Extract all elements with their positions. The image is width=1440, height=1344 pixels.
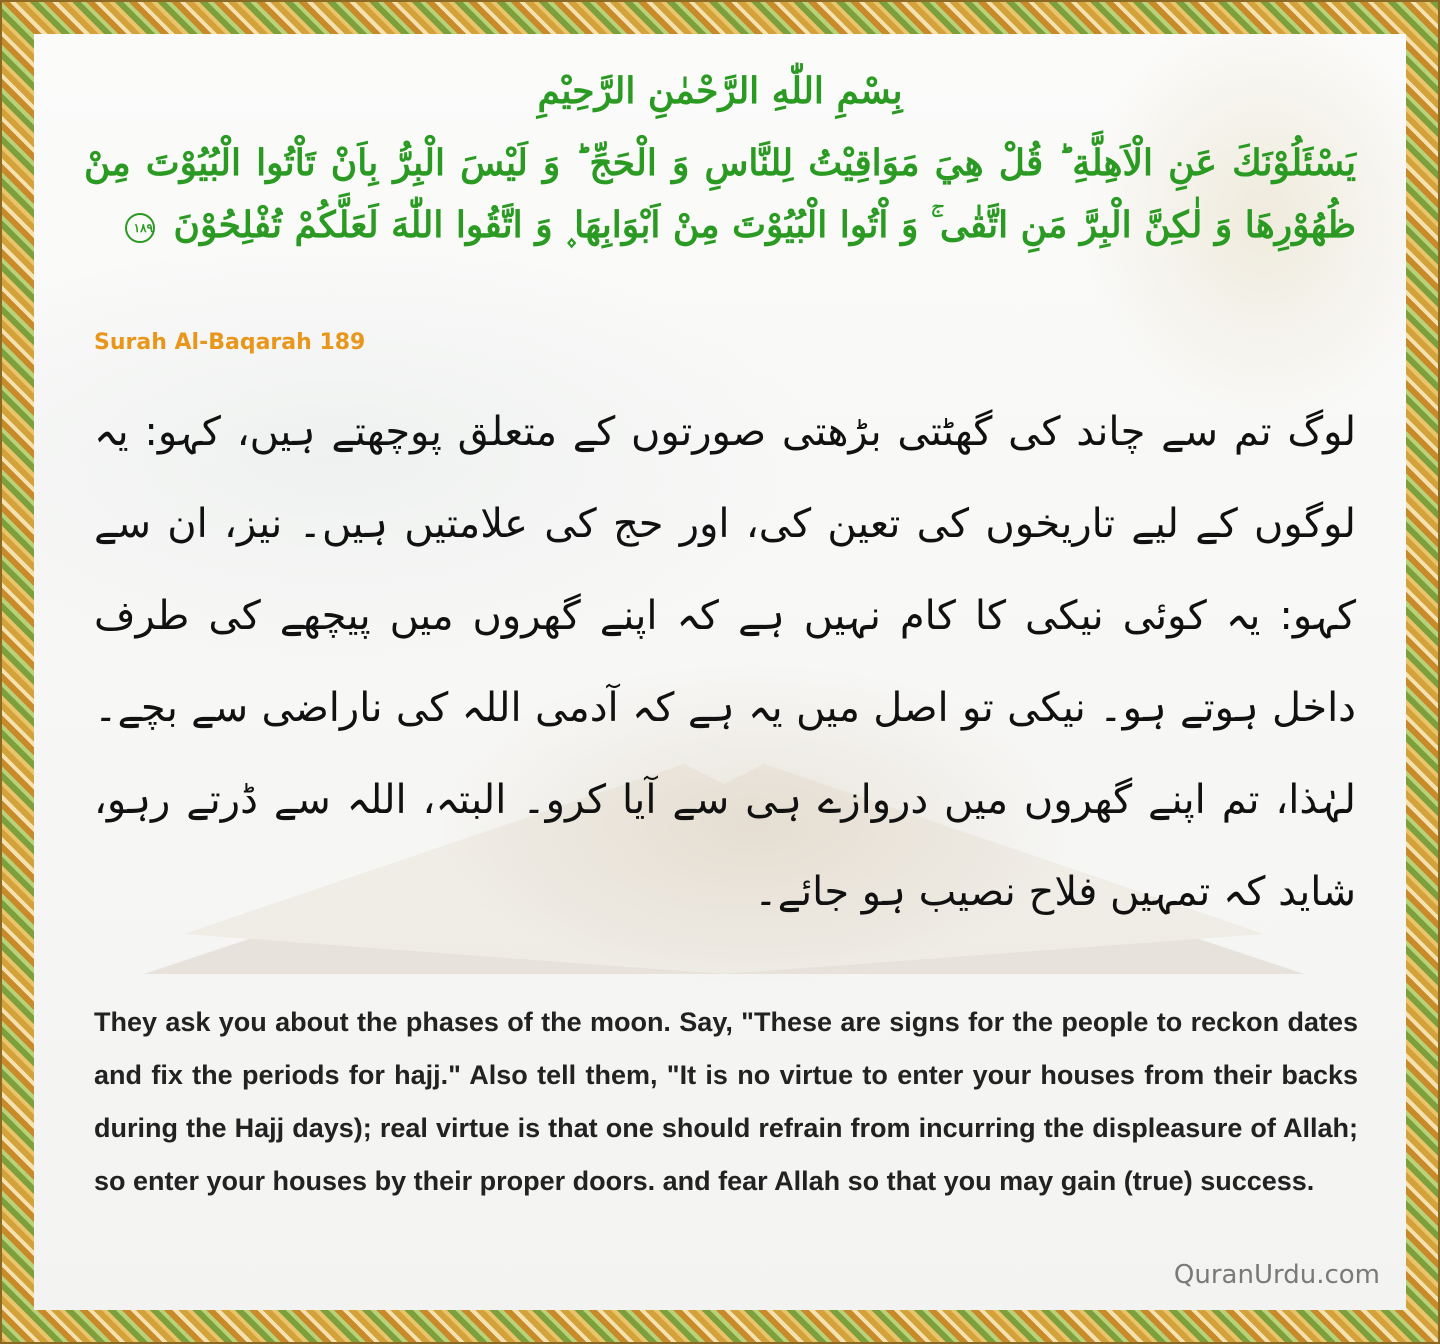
surah-reference: Surah Al-Baqarah 189: [94, 330, 366, 355]
ayah-number-marker: ١٨٩: [125, 213, 155, 243]
website-watermark: QuranUrdu.com: [1173, 1260, 1380, 1290]
bismillah-heading: بِسْمِ اللّٰهِ الرَّحْمٰنِ الرَّحِيْمِ: [537, 70, 903, 112]
english-translation: They ask you about the phases of the moon. Say, "These are signs for the people to reckon dates and fix the periods for hajj." Also tell them, "It is no virtue to enter your houses from their backs during the Hajj days); real virtue is that one should refrain from incurring the displeasure of Allah; so enter your houses by their proper doors. and fear Allah so that you may gain (true) success.: [94, 1007, 1358, 1196]
arabic-verse-text: يَسْئَلُوْنَكَ عَنِ الْاَهِلَّةِ ؕ قُلْ هِيَ مَوَاقِيْتُ لِلنَّاسِ وَ الْحَجِّ ؕ وَ لَيْسَ الْبِرُّ بِاَنْ تَاْتُوا الْبُيُوْتَ مِنْ ظُهُوْرِهَا وَ لٰكِنَّ الْبِرَّ مَنِ اتَّقٰى ۚ وَ اْتُوا الْبُيُوْتَ مِنْ اَبْوَابِهَا ۪ وَ اتَّقُوا اللّٰهَ لَعَلَّكُمْ تُفْلِحُوْنَ: [84, 142, 1356, 246]
urdu-translation: لوگ تم سے چاند کی گھٹتی بڑھتی صورتوں کے متعلق پوچھتے ہیں، کہو: یہ لوگوں کے لیے تاریخوں کی تعین کی، اور حج کی علامتیں ہیں۔ نیز، ان سے کہو: یہ کوئی نیکی کا کام نہیں ہے کہ اپنے گھروں میں پیچھے کی طرف داخل ہوتے ہو۔ نیکی تو اصل میں یہ ہے کہ آدمی اللہ کی ناراضی سے بچے۔ لہٰذا، تم اپنے گھروں میں دروازے ہی سے آیا کرو۔ البتہ، اللہ سے ڈرتے رہو، شاید کہ تمہیں فلاح نصیب ہو جائے۔: [94, 409, 1356, 915]
arabic-verse: [84, 132, 1356, 256]
content-panel: [34, 34, 1406, 1310]
